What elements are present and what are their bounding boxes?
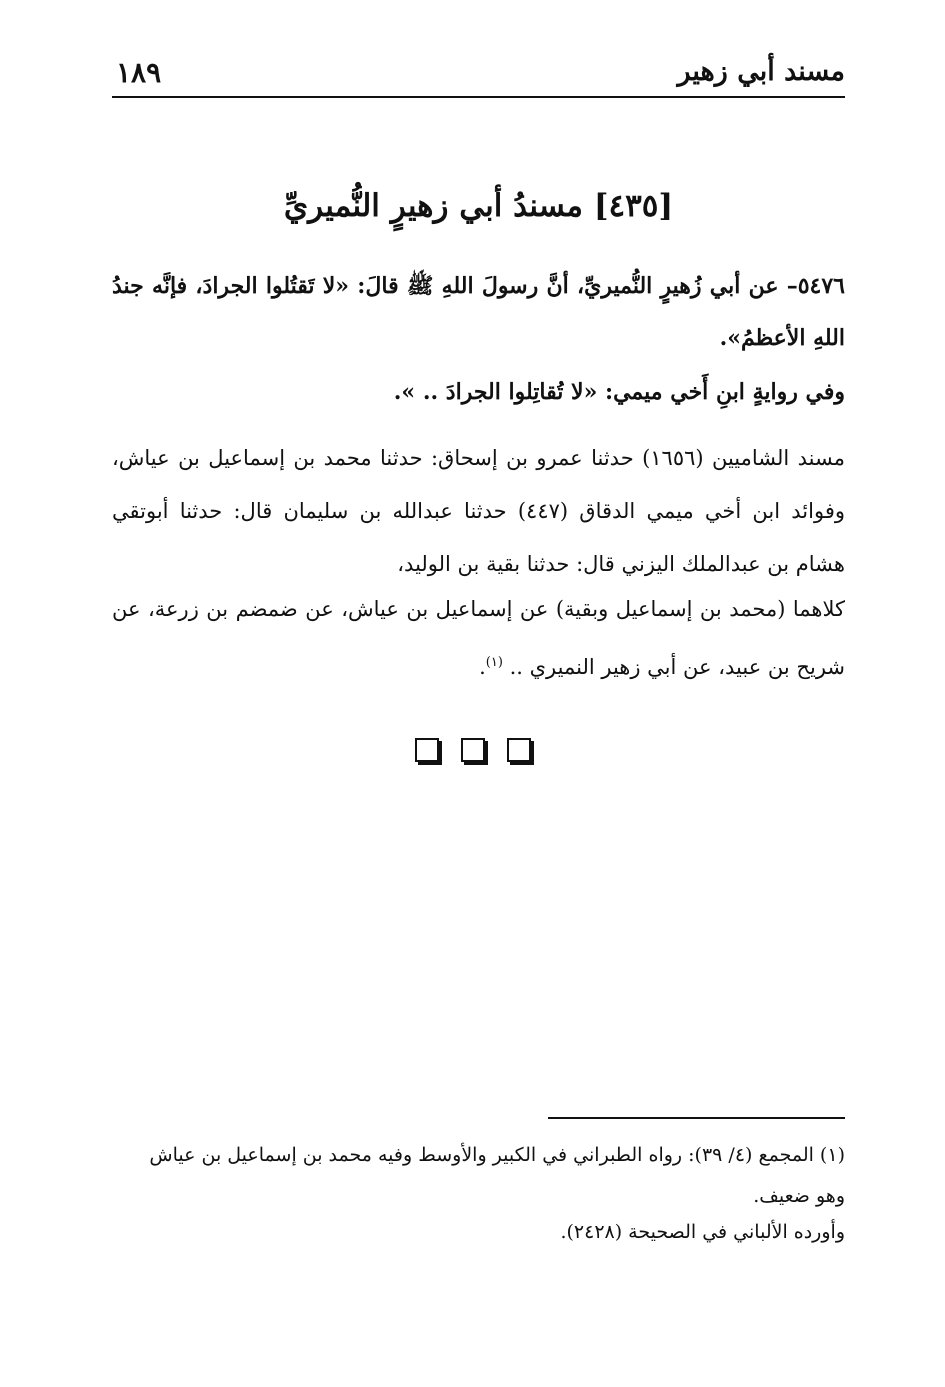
footnote-reference[interactable]: (١) [485,655,503,670]
square-box-icon [507,738,531,762]
running-header [112,56,845,96]
source-paragraph-1: مسند الشامیین (١٦٥٦) حدثنا عمرو بن إسحاق: حدثنا محمد بن إسماعيل بن عياش، وفوائد ابن أخي ميمي الدقاق (٤٤٧) حدثنا عبدالله بن سليمان قال: حدثنا أبوتقي هشام بن عبدالملك اليزني قال: حدثنا بقية بن الوليد، [112,446,846,576]
square-box-icon [415,738,439,762]
hadith-variant: وفي روايةٍ ابنِ أَخي ميمي: «لا تُقاتِلوا الجرادَ .. ». [393,379,845,405]
chapter-heading: [٤٣٥] مسندُ أبي زهيرٍ النُّميريِّ [283,188,674,224]
footnote-line-1: (١) المجمع (٤/ ٣٩): رواه الطبراني في الكبير والأوسط وفيه محمد بن إسماعيل بن عياش [149,1144,845,1166]
running-title: مسند أبي زهير [677,56,845,87]
source-paragraph-2-text: كلاهما (محمد بن إسماعيل وبقية) عن إسماعيل بن عياش، عن ضمضم بن زرعة، عن شريح بن عبيد، عن أبي زهير النميري .. [112,597,845,679]
page-number: ١٨٩ [116,56,162,89]
section-end-ornament [0,738,945,762]
source-paragraph-2-end: . [479,655,486,679]
header-rule [112,96,845,98]
footnote-rule [548,1117,845,1119]
hadith-text: ٥٤٧٦– عن أبي زُهيرٍ النُّميريِّ، أنَّ رسولَ اللهِ ﷺ قالَ: «لا تَقتُلوا الجرادَ، فإنَّه جندُ اللهِ الأعظمُ». [112,273,845,351]
source-paragraph-2 [112,583,845,694]
footnote-line-3: وأورده الألباني في الصحيحة (٢٤٢٨). [560,1221,845,1243]
square-box-icon [461,738,485,762]
footnote-line-2: وهو ضعيف. [753,1185,845,1207]
